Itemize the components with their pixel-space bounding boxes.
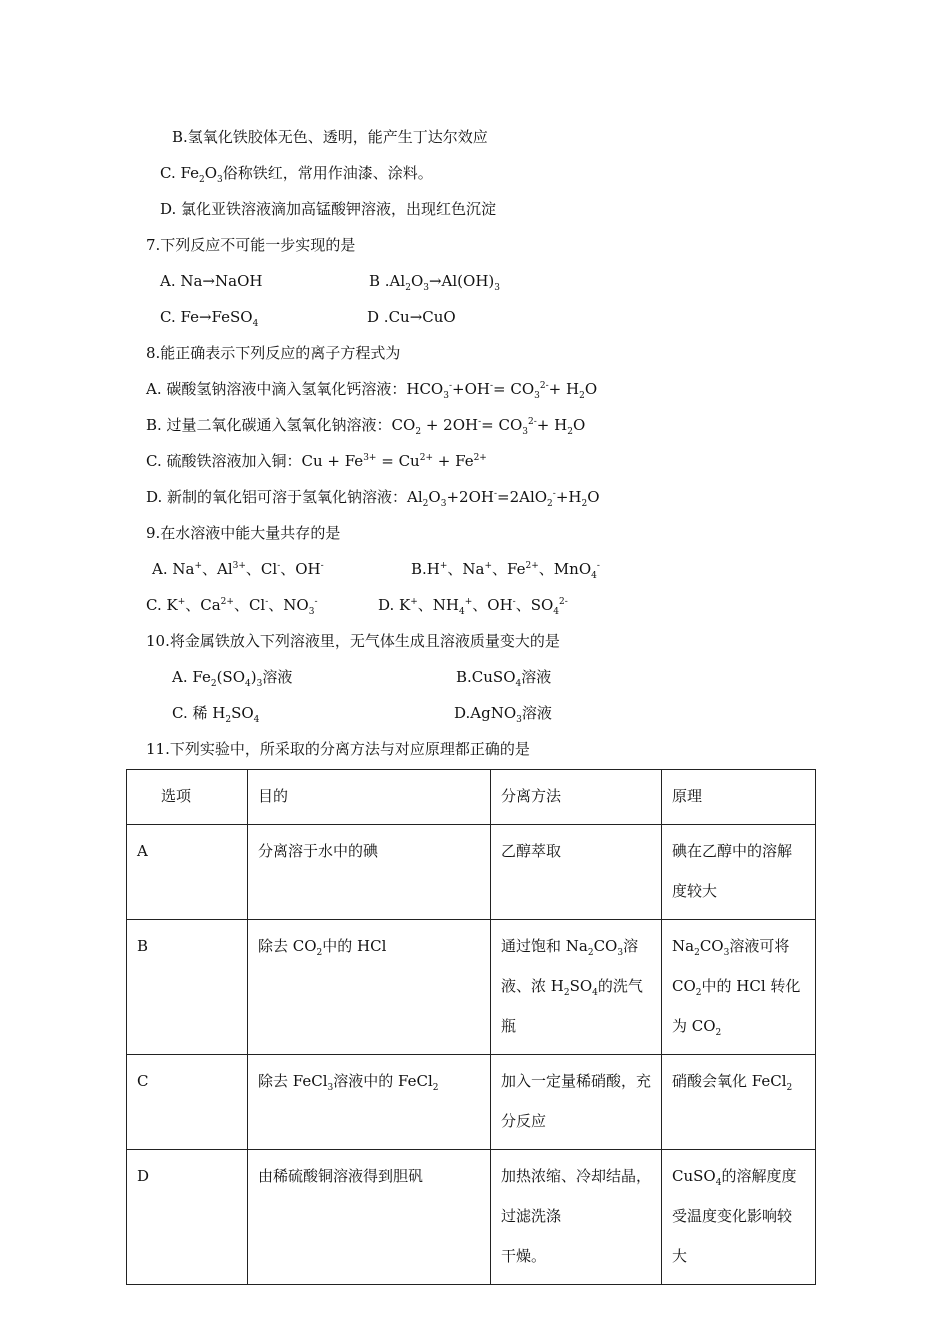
table-row <box>127 825 816 920</box>
q6-option-d: D. 氯化亚铁溶液滴加高锰酸钾溶液，出现红色沉淀 <box>160 200 497 218</box>
q7-option-d: D .Cu→CuO <box>367 308 456 326</box>
header-method: 分离方法 <box>491 770 662 825</box>
q7-option-b: B $.Al_2O_3\to Al(OH)_3$ <box>369 272 500 293</box>
row-c-option: C <box>127 1055 248 1150</box>
row-d-option: D <box>127 1150 248 1285</box>
q7-stem: 7.下列反应不可能一步实现的是 <box>146 236 356 254</box>
row-a-goal: 分离溶于水中的碘 <box>248 825 491 920</box>
q7-option-a: A. Na→NaOH <box>160 272 263 290</box>
header-goal: 目的 <box>248 770 491 825</box>
row-a-principle: 碘在乙醇中的溶解度较大 <box>662 825 816 920</box>
row-b-option: B <box>127 920 248 1055</box>
q8-stem: 8.能正确表示下列反应的离子方程式为 <box>146 344 401 362</box>
row-c-goal: 除去 FeCl$_3$溶液中的 FeCl$_2$ <box>248 1055 491 1150</box>
header-option: 选项 <box>127 770 248 825</box>
table-row <box>127 920 816 1055</box>
q10-option-b: B.CuSO$_4$溶液 <box>456 668 552 689</box>
row-b-goal: 除去 $CO_2$中的 HCl <box>248 920 491 1055</box>
q6-option-c: C. $Fe_2O_3$俗称铁红，常用作油漆、涂料。 <box>160 164 433 185</box>
q8-option-a: A. 碳酸氢钠溶液中滴入氢氧化钙溶液：$HCO_3^-+OH^-= CO_3^{2-}+ H_2O$ <box>146 380 598 401</box>
q6-option-b: B.氢氧化铁胶体无色、透明，能产生丁达尔效应 <box>172 128 488 146</box>
q11-table <box>126 769 816 1285</box>
q9-option-a: A. Na+、$Al^{3+}$、Cl-、OH- <box>152 560 324 578</box>
q9-option-d: D. K+、$NH_4^+$、OH-、$SO_4^{2-}$ <box>378 596 568 617</box>
table-row <box>127 1055 816 1150</box>
row-c-method: 加入一定量稀硝酸，充分反应 <box>491 1055 662 1150</box>
q9-option-b: B.H+、Na+、$Fe^{2+}$、MnO$_4$- <box>411 560 600 581</box>
row-a-option: A <box>127 825 248 920</box>
row-d-method: 加热浓缩、冷却结晶，过滤洗涤 干燥。 <box>491 1150 662 1285</box>
row-d-goal: 由稀硫酸铜溶液得到胆矾 <box>248 1150 491 1285</box>
q10-option-c: C. 稀 $H_2SO_4$ <box>172 704 260 725</box>
q8-option-d: D. 新制的氧化铝可溶于氢氧化钠溶液：$Al_2O_3+2OH^-=2AlO_2^-+H_2O$ <box>146 488 600 509</box>
q8-option-c: C. 硫酸铁溶液加入铜：$Cu + Fe^{3+} = Cu^{2+} + Fe^{2+}$ <box>146 452 487 470</box>
q10-option-d: D.AgNO$_3$溶液 <box>454 704 552 725</box>
header-principle: 原理 <box>662 770 816 825</box>
q10-option-a: A. $Fe_2(SO_4)_3$溶液 <box>172 668 293 689</box>
q9-stem: 9.在水溶液中能大量共存的是 <box>146 524 341 542</box>
q11-stem: 11.下列实验中，所采取的分离方法与对应原理都正确的是 <box>146 740 530 758</box>
row-b-method: 通过饱和 $Na_2CO_3$溶液、浓 $H_2SO_4$的洗气瓶 <box>491 920 662 1055</box>
row-a-method: 乙醇萃取 <box>491 825 662 920</box>
table-header-row <box>127 770 816 825</box>
table-row <box>127 1150 816 1285</box>
row-b-principle: $Na_2CO_3$溶液可将 $CO_2$中的 HCl 转化为 $CO_2$ <box>662 920 816 1055</box>
q10-stem: 10.将金属铁放入下列溶液里，无气体生成且溶液质量变大的是 <box>146 632 560 650</box>
q9-option-c: C. K+、$Ca^{2+}$、Cl-、$NO_3^-$ <box>146 596 318 617</box>
row-c-principle: 硝酸会氧化 FeCl$_2$ <box>662 1055 816 1150</box>
row-d-principle: CuSO$_4$的溶解度度受温度变化影响较大 <box>662 1150 816 1285</box>
q7-option-c: C. Fe→FeSO$_4$ <box>160 308 259 329</box>
q8-option-b: B. 过量二氧化碳通入氢氧化钠溶液：$CO_2 + 2OH^-= CO_3^{2-}+ H_2O$ <box>146 416 586 437</box>
